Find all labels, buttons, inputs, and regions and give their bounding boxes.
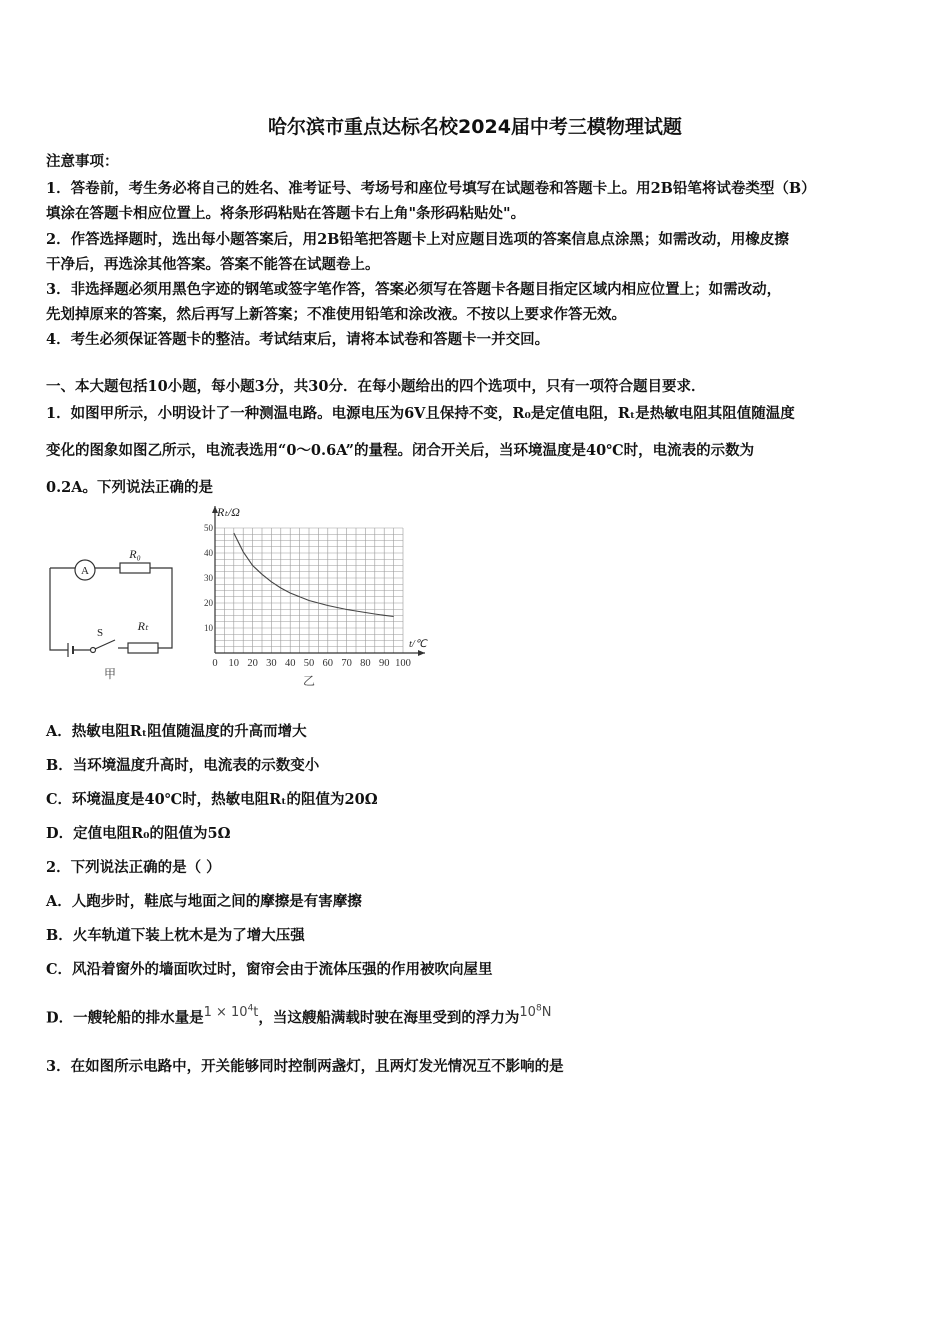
q2-unit1: t — [253, 1005, 259, 1021]
notes-line: 4．考生必须保证答题卡的整洁。考试结束后，请将本试卷和答题卡一并交回。 — [46, 331, 550, 348]
q2-exp2: 8 — [535, 1004, 542, 1014]
ammeter-label: A — [81, 565, 89, 577]
y-tick-label: 30 — [204, 573, 213, 583]
rt-curve — [234, 533, 394, 617]
notes-heading: 注意事项： — [46, 153, 119, 170]
y-tick-label: 50 — [204, 523, 213, 533]
q2-value1: 1 × 10 — [203, 1005, 248, 1021]
notes-line: 3．非选择题必须用黑色字迹的钢笔或签字笔作答，答案必须写在答题卡各题目指定区域内相应位置上；如需改动， — [46, 281, 782, 298]
rt-label: Rₜ — [137, 619, 149, 633]
rt-temperature-chart — [204, 505, 428, 688]
x-tick-label: 70 — [341, 658, 352, 669]
y-tick-label: 10 — [204, 623, 213, 633]
x-tick-label: 10 — [228, 658, 240, 669]
x-tick-label: 0 — [212, 658, 218, 669]
x-tick-label: 60 — [322, 658, 334, 669]
q2-value2: 10 — [519, 1005, 536, 1021]
q2-option-b: B．火车轨道下装上枕木是为了增大压强 — [46, 927, 305, 944]
section-heading: 一、本大题包括10小题，每小题3分，共30分．在每小题给出的四个选项中，只有一项符合题目要求． — [46, 378, 706, 395]
circuit-wire-left — [50, 568, 68, 650]
x-tick-label: 80 — [360, 658, 371, 669]
q2-option-d-middle: ，当这艘船满载时驶在海里受到的浮力为 — [258, 1009, 520, 1027]
q1-stem-line: 变化的图象如图乙所示，电流表选用“0～0.6A”的量程。闭合开关后，当环境温度是40℃时，电流表的示数为 — [46, 442, 755, 459]
q1-figure-svg — [40, 500, 440, 690]
x-tick-label: 100 — [395, 658, 411, 669]
q1-figure — [40, 500, 440, 694]
q3-stem: 3．在如图所示电路中，开关能够同时控制两盏灯，且两灯发光情况互不影响的是 — [46, 1058, 564, 1075]
q2-option-c: C．风沿着窗外的墙面吹过时，窗帘会由于流体压强的作用被吹向屋里 — [46, 961, 493, 978]
r0-label: R₀ — [129, 547, 141, 561]
switch-contact — [91, 648, 96, 653]
circuit-diagram — [50, 560, 172, 657]
x-tick-label: 30 — [266, 658, 277, 669]
q2-option-d — [46, 1004, 551, 1027]
q2-displacement-value — [204, 1005, 259, 1020]
notes-line: 1．答卷前，考生务必将自己的姓名、准考证号、考场号和座位号填写在试题卷和答题卡上。用2B铅笔将试卷类型（B） — [46, 180, 816, 197]
page-title: 哈尔滨市重点达标名校2024届中考三模物理试题 — [268, 116, 682, 138]
q1-option-c: C．环境温度是40℃时，热敏电阻Rₜ的阻值为20Ω — [46, 791, 378, 808]
switch-label: S — [96, 627, 104, 639]
x-tick-label: 20 — [247, 658, 258, 669]
q2-option-d-prefix: D．一艘轮船的排水量是 — [46, 1009, 204, 1027]
q2-stem: 2．下列说法正确的是（ ） — [46, 859, 221, 876]
notes-line: 先划掉原来的答案，然后再写上新答案；不准使用铅笔和涂改液。不按以上要求作答无效。 — [46, 306, 626, 323]
x-axis-arrow-icon — [418, 650, 425, 656]
y-axis-label: Rₜ/Ω — [217, 505, 240, 519]
switch-lever-icon — [95, 640, 115, 649]
q2-exp1: 4 — [247, 1004, 254, 1014]
q2-option-a: A．人跑步时，鞋底与地面之间的摩擦是有害摩擦 — [46, 893, 362, 910]
chart-caption: 乙 — [302, 674, 316, 688]
q1-option-a: A．热敏电阻Rₜ阻值随温度的升高而增大 — [46, 723, 307, 740]
x-tick-label: 40 — [284, 658, 296, 669]
circuit-wire-right — [150, 568, 172, 648]
x-tick-label: 50 — [303, 658, 315, 669]
q1-option-d: D．定值电阻R₀的阻值为5Ω — [46, 825, 231, 842]
x-tick-label: 90 — [378, 658, 390, 669]
rt-resistor-icon — [128, 643, 158, 653]
notes-line: 填涂在答题卡相应位置上。将条形码粘贴在答题卡右上角"条形码粘贴处"。 — [46, 205, 526, 222]
q2-unit2: N — [541, 1005, 552, 1021]
notes-line: 干净后，再选涂其他答案。答案不能答在试题卷上。 — [46, 256, 380, 273]
r0-resistor-icon — [120, 563, 150, 573]
x-axis-label: t/℃ — [409, 639, 427, 650]
q1-stem-line: 0.2A。下列说法正确的是 — [46, 479, 213, 496]
q2-buoyancy-value — [519, 1005, 551, 1020]
q1-stem-line: 1．如图甲所示，小明设计了一种测温电路。电源电压为6V且保持不变，R₀是定值电阻，Rₜ是热敏电阻其阻值随温度 — [46, 405, 795, 422]
y-tick-label: 40 — [204, 548, 213, 558]
q1-option-b: B．当环境温度升高时，电流表的示数变小 — [46, 757, 320, 774]
y-tick-label: 20 — [204, 598, 213, 608]
circuit-caption: 甲 — [103, 667, 117, 681]
notes-line: 2．作答选择题时，选出每小题答案后，用2B铅笔把答题卡上对应题目选项的答案信息点涂黑；如需改动，用橡皮擦 — [46, 231, 789, 248]
